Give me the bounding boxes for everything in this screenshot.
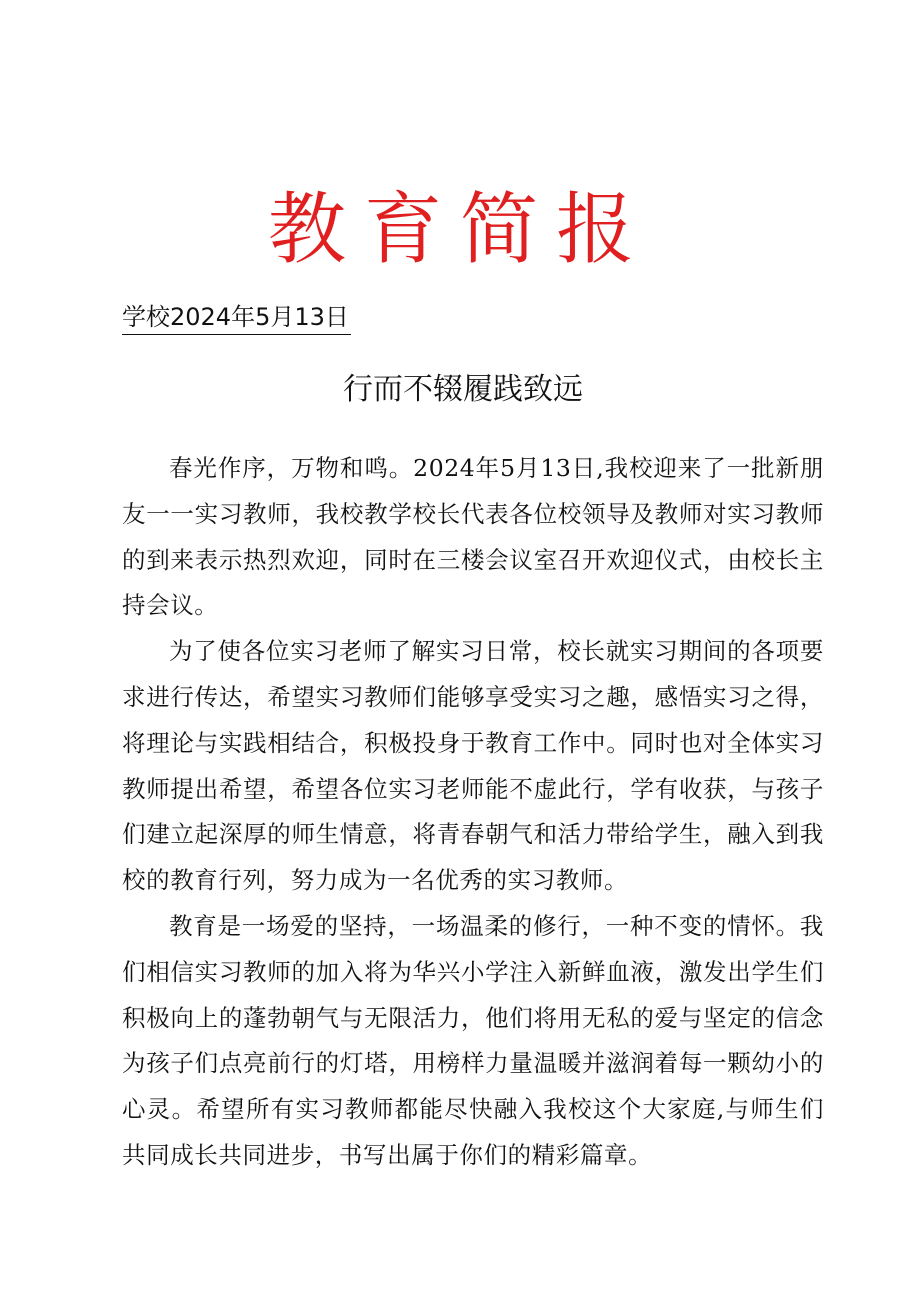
article-body bbox=[122, 446, 824, 1179]
paragraph-2: 为了使各位实习老师了解实习日常，校长就实习期间的各项要求进行传达，希望实习教师们能够享受实习之趣，感悟实习之得，将理论与实践相结合，积极投身于教育工作中。同时也对全体实习教师提出希望，希望各位实习老师能不虚此行，学有收获，与孩子们建立起深厚的师生情意，将青春朝气和活力带给学生，融入到我校的教育行列，努力成为一名优秀的实习教师。 bbox=[122, 637, 824, 895]
paragraph-1: 春光作序，万物和鸣。2024年5月13日,我校迎来了一批新朋友一一实习教师，我校教学校长代表各位校领导及教师对实习教师的到来表示热烈欢迎，同时在三楼会议室召开欢迎仪式，由校长主持会议。 bbox=[122, 454, 824, 620]
issue-line: 学校2024年5月13日 bbox=[122, 300, 351, 335]
article-title: 行而不辍履践致远 bbox=[343, 372, 583, 407]
masthead-title: 教育简报 bbox=[267, 185, 652, 275]
paragraph-3: 教育是一场爱的坚持，一场温柔的修行，一种不变的情怀。我们相信实习教师的加入将为华兴小学注入新鲜血液，激发出学生们积极向上的蓬勃朝气与无限活力，他们将用无私的爱与坚定的信念为孩子们点亮前行的灯塔，用榜样力量温暖并滋润着每一颗幼小的心灵。希望所有实习教师都能尽快融入我校这个大家庭,与师生们共同成长共同进步，书写出属于你们的精彩篇章。 bbox=[122, 911, 824, 1169]
